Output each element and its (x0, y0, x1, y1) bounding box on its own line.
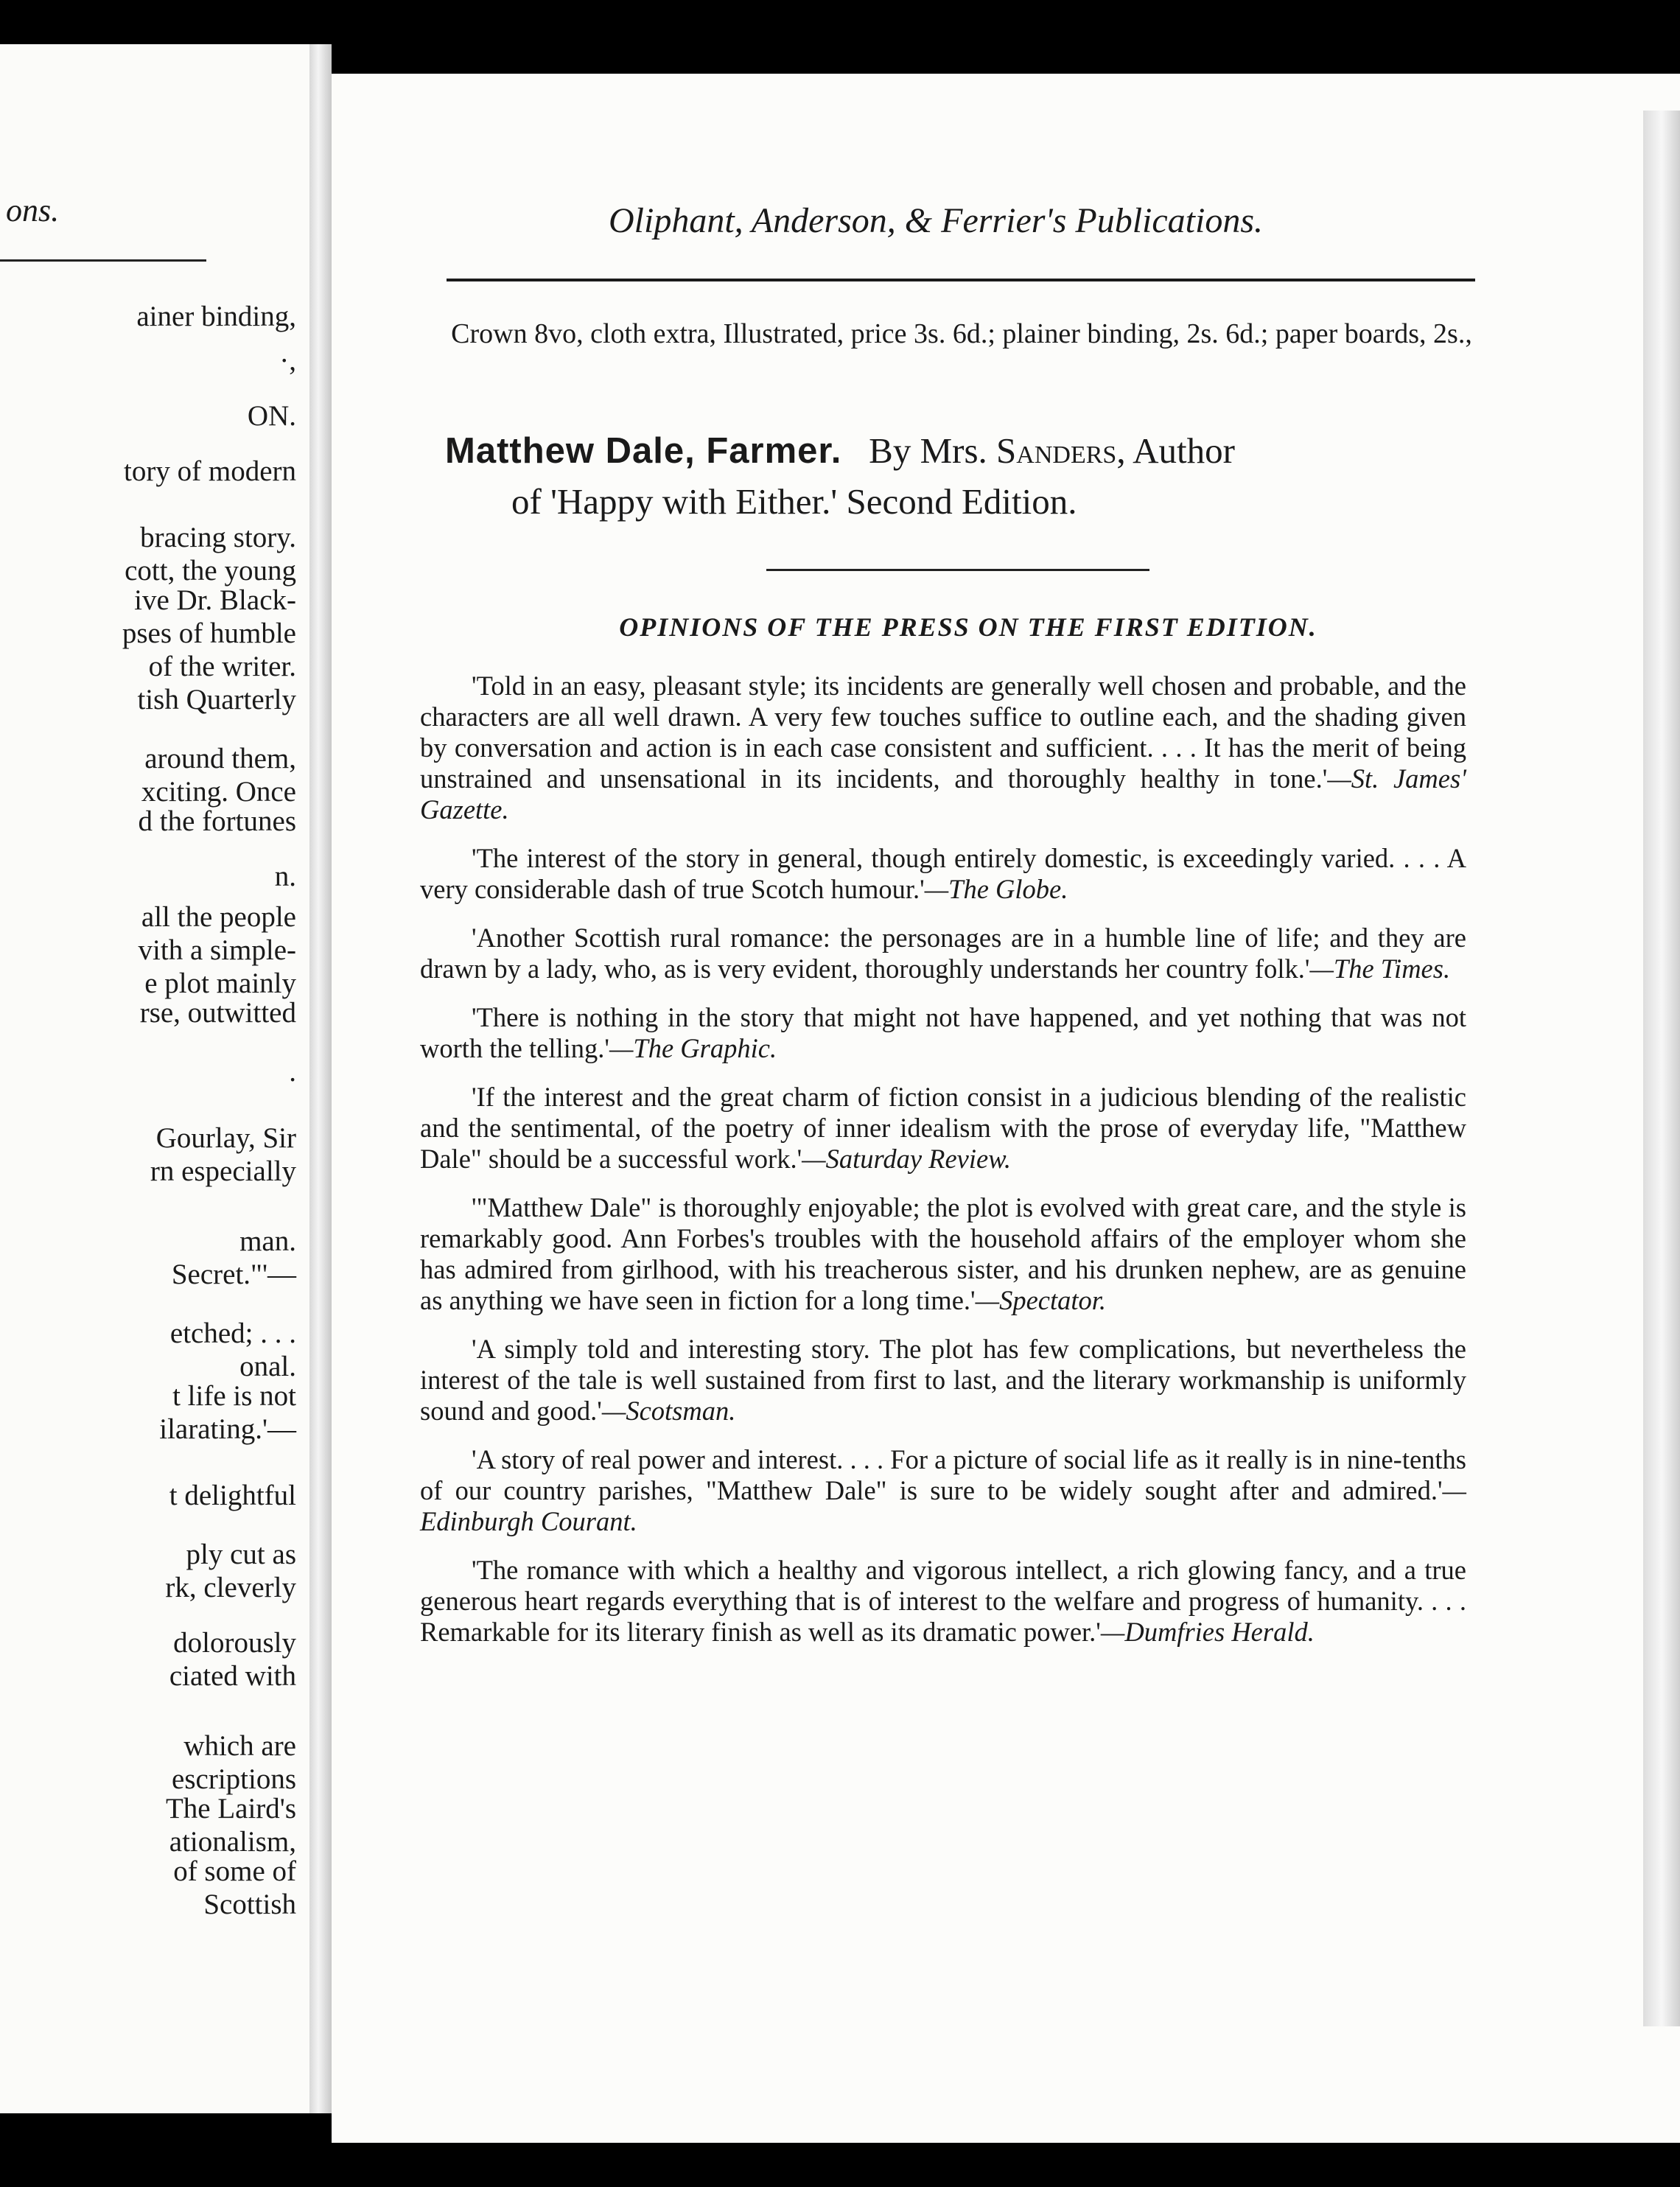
left-text-fragment: rn especially (150, 1155, 296, 1187)
left-text-fragment: pses of humble (122, 617, 296, 649)
left-text-fragment: rk, cleverly (165, 1572, 296, 1603)
left-text-fragment: e plot mainly (144, 967, 296, 999)
publication-info: Crown 8vo, cloth extra, Illustrated, price 3s. 6d.; plainer binding, 2s. 6d.; paper boards, 2s., (451, 318, 1472, 349)
review-source: —Spectator. (975, 1285, 1107, 1315)
review-paragraph (420, 1444, 1466, 1537)
left-text-fragment: etched; . . . (169, 1318, 296, 1349)
left-text-fragment: xciting. Once (141, 776, 296, 808)
review-source: —Dumfries Herald. (1100, 1617, 1315, 1647)
left-text-fragment: ON. (247, 400, 296, 432)
left-text-fragment: Gourlay, Sir (155, 1122, 296, 1154)
review-text: 'There is nothing in the story that might not have happened, and yet nothing that was not worth the telling.' (420, 1002, 1466, 1063)
review-text: '"Matthew Dale" is thoroughly enjoyable; the plot is evolved with great care, and the style is remarkably good. Ann Forbes's troubles with the household affairs of the employer whom she has admired from girlhood, with his treacherous sister, and his drunken nephew, are as genuine as anything we have seen in fiction for a long time.' (420, 1192, 1466, 1315)
running-head: Oliphant, Anderson, & Ferrier's Publications. (609, 201, 1264, 240)
left-text-fragment: vith a simple- (138, 934, 296, 966)
press-reviews (420, 671, 1466, 1665)
section-rule (766, 569, 1149, 571)
left-text-fragment: tish Quarterly (137, 684, 296, 715)
left-text-fragment: of the writer. (148, 651, 296, 682)
left-text-fragment: dolorously (173, 1627, 296, 1659)
review-text: 'The interest of the story in general, though entirely domestic, is exceedingly varied. . . . A very considerable dash of true Scotch humour.' (420, 843, 1466, 904)
review-paragraph (420, 1334, 1466, 1427)
left-text-fragment: d the fortunes (138, 805, 296, 837)
review-text: 'A simply told and interesting story. The plot has few complications, but nevertheless the interest of the tale is well sustained from first to last, and the literary workmanship is uniformly sound and good.' (420, 1334, 1466, 1426)
left-text-fragment: Scottish (203, 1889, 296, 1920)
left-text-fragment: rse, outwitted (139, 997, 296, 1029)
book-spine (309, 44, 332, 2113)
review-source: —The Times. (1309, 953, 1451, 984)
left-text-fragment: escriptions (172, 1763, 296, 1795)
left-text-fragment: man. (239, 1225, 296, 1257)
left-text-fragment: cott, the young (125, 555, 296, 587)
author-label: Author (1133, 430, 1235, 471)
left-text-fragment: ive Dr. Black- (134, 584, 296, 616)
left-text-fragment: t life is not (172, 1380, 296, 1412)
title-line-2: of 'Happy with Either.' Second Edition. (511, 480, 1077, 522)
left-text-fragment: ainer binding, (136, 301, 296, 332)
review-source: —St. James' Gazette. (420, 763, 1466, 825)
left-text-fragment: ciated with (169, 1660, 296, 1692)
review-text: 'Told in an easy, pleasant style; its incidents are generally well chosen and probable, and the characters are all well drawn. A very few touches suffice to outline each, and the shading given by conversation and action is in each case consistent and sufficient. . . . It has the merit of being unstrained and unsensational in its incidents, and thoroughly healthy in tone.' (420, 671, 1466, 794)
left-text-fragment: n. (274, 861, 296, 892)
opinions-heading: OPINIONS OF THE PRESS ON THE FIRST EDITION. (619, 612, 1317, 642)
left-running-head-fragment: ons. (6, 192, 60, 228)
left-text-fragment: all the people (141, 901, 296, 933)
review-source: —The Graphic. (609, 1033, 777, 1063)
title-line-1 (445, 426, 1491, 477)
review-paragraph (420, 923, 1466, 984)
review-paragraph (420, 671, 1466, 825)
left-text-fragment: ply cut as (186, 1539, 296, 1570)
review-text: 'If the interest and the great charm of fiction consist in a judicious blending of the realistic and the sentimental, of the poetry of inner idealism with the prose of everyday life, "Matthew Dale" should be a successful work.' (420, 1082, 1466, 1174)
title-block (445, 426, 1491, 527)
review-source: —Scotsman. (601, 1396, 736, 1426)
left-page (0, 44, 309, 2113)
left-text-fragment: . (289, 1056, 296, 1088)
author-name: Sanders, (996, 430, 1126, 471)
review-source: —The Globe. (924, 874, 1068, 904)
left-text-fragment: ·, (279, 345, 296, 377)
left-text-fragment: The Laird's (165, 1793, 296, 1824)
review-text: 'A story of real power and interest. . . . For a picture of social life as it really is in nine-tenths of our country parishes, "Matthew Dale" is sure to be widely sought after and admired.' (420, 1444, 1466, 1505)
page-edge (1643, 111, 1680, 2026)
review-paragraph (420, 1555, 1466, 1648)
left-text-fragment: onal. (239, 1351, 296, 1382)
left-text-fragment: ationalism, (169, 1826, 296, 1858)
review-paragraph (420, 1192, 1466, 1316)
review-paragraph (420, 1082, 1466, 1175)
review-paragraph (420, 1002, 1466, 1064)
review-paragraph (420, 843, 1466, 905)
left-text-fragment: around them, (144, 743, 296, 774)
by-text: By Mrs. (869, 430, 987, 471)
left-text-fragment: ilarating.'— (159, 1413, 296, 1445)
left-text-fragment: tory of modern (124, 455, 296, 487)
left-text-fragment: Secret."'— (171, 1259, 296, 1290)
head-rule (447, 279, 1475, 281)
left-text-fragment: which are (183, 1730, 296, 1762)
left-head-rule (0, 259, 206, 262)
left-text-fragment: of some of (173, 1855, 296, 1887)
review-source: —Saturday Review. (802, 1144, 1011, 1174)
review-text: 'The romance with which a healthy and vigorous intellect, a rich glowing fancy, and a true generous heart regards everything that is of interest to the welfare and progress of humanity. . . . Remarkable for its literary finish as well as its dramatic power.' (420, 1555, 1466, 1647)
book-title: Matthew Dale, Farmer. (445, 431, 842, 471)
review-source: —Edinburgh Courant. (420, 1475, 1466, 1536)
left-text-fragment: t delightful (169, 1480, 296, 1511)
left-text-fragment: bracing story. (140, 522, 296, 553)
review-text: 'Another Scottish rural romance: the personages are in a humble line of life; and they are drawn by a lady, who, as is very evident, thoroughly understands her country folk.' (420, 923, 1466, 984)
